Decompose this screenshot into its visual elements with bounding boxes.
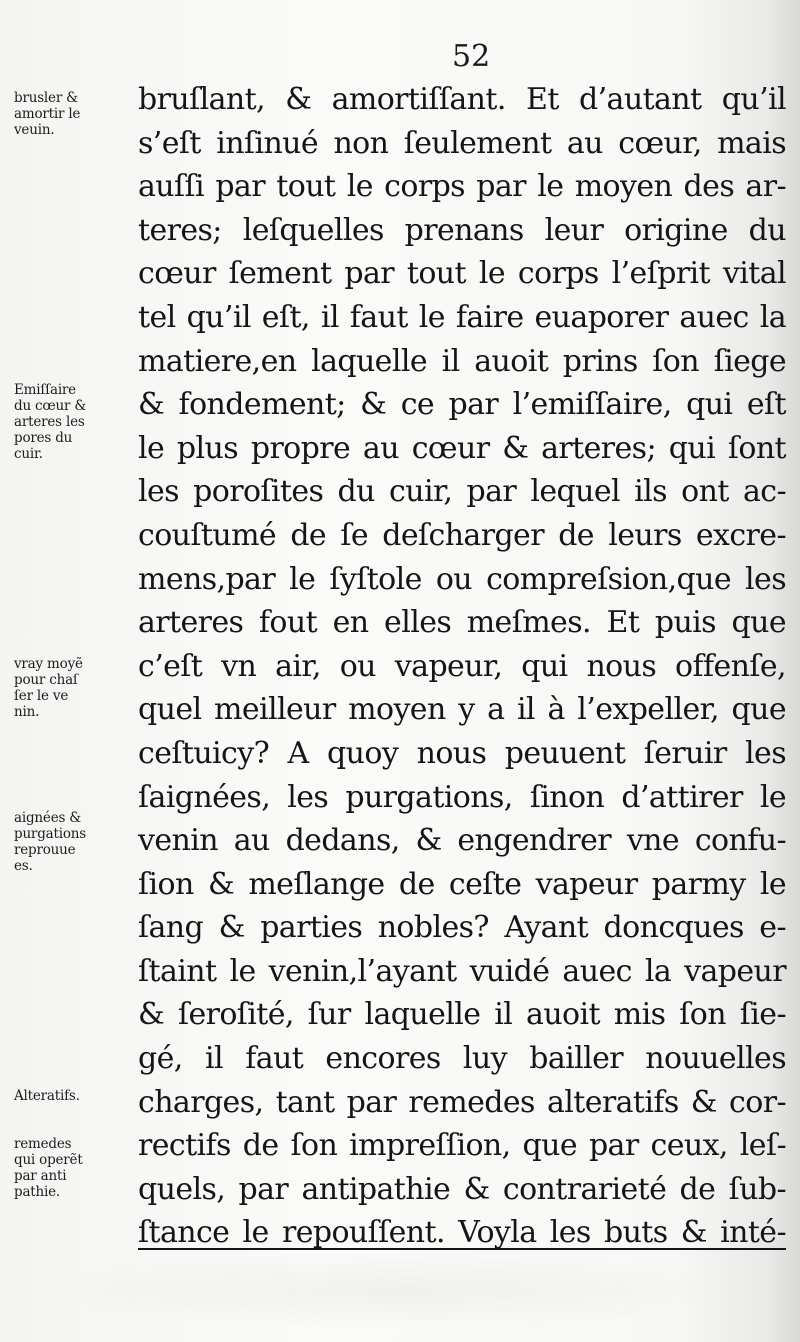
margin-note: brusler & amortir le veuin. [14, 90, 81, 138]
text-line: venin au dedans, & engendrer vne confu- [138, 823, 786, 859]
text-line: ſang & parties nobles? Ayant doncques e- [138, 910, 786, 946]
text-line: teres; leſquelles prenans leur origine du [138, 212, 786, 248]
text-line: cœur ſement par tout le corps l’eſprit vital [138, 256, 786, 292]
text-line: charges, tant par remedes alteratifs & cor- [138, 1084, 786, 1120]
text-line: & ſeroſité, ſur laquelle il auoit mis ſon ſie- [138, 997, 786, 1033]
page-number: 52 [452, 39, 491, 74]
margin-note: remedes qui operẽt par anti pathie. [14, 1136, 83, 1200]
text-line: arteres fout en elles meſmes. Et puis que [138, 605, 786, 641]
text-line: couſtumé de ſe deſcharger de leurs excre- [138, 517, 786, 553]
text-line: ſaignées, les purgations, ſinon d’attirer le [138, 779, 786, 815]
text-line: quel meilleur moyen y a il à l’expeller, que [138, 692, 786, 728]
text-line: auſſi par tout le corps par le moyen des ar- [138, 169, 786, 205]
text-line: ceſtuicy? A quoy nous peuuent ſeruir les [138, 735, 786, 771]
margin-note: Emiſſaire du cœur & arteres les pores du cuir. [14, 382, 87, 462]
margin-note: Alteratifs. [14, 1088, 80, 1104]
text-line: les poroſites du cuir, par lequel ils ont ac- [138, 474, 786, 510]
show-through-shadow [40, 1250, 740, 1330]
text-line: rectifs de ſon impreſſion, que par ceux, leſ- [138, 1128, 786, 1164]
text-line: tel qu’il eſt, il faut le faire euaporer auec la [138, 299, 786, 335]
text-line: mens,par le ſyſtole ou compreſsion,que les [138, 561, 786, 597]
margin-note: aignées & purgations reprouue es. [14, 810, 86, 874]
text-line: matiere,en laquelle il auoit prins ſon ſiege [138, 343, 786, 379]
text-line: & fondement; & ce par l’emiſſaire, qui eſt [138, 387, 786, 423]
margin-note: vray moyẽ pour chaſ ſer le ve nin. [14, 656, 83, 720]
body-text [138, 78, 786, 1255]
text-line: s’eſt inſinué non ſeulement au cœur, mais [138, 125, 786, 161]
text-line: ſtaint le venin,l’ayant vuidé auec la vapeur [138, 953, 786, 989]
text-line: ſtance le repouſſent. Voyla les buts & inté- [138, 1215, 786, 1251]
text-line: c’eſt vn air, ou vapeur, qui nous offenſe, [138, 648, 786, 684]
text-line: bruſlant, & amortiſſant. Et d’autant qu’il [138, 82, 786, 117]
text-line: gé, il faut encores luy bailler nouuelles [138, 1041, 786, 1077]
text-line: ſion & meſlange de ceſte vapeur parmy le [138, 866, 786, 902]
text-line: quels, par antipathie & contrarieté de ſub- [138, 1171, 786, 1207]
text-line: le plus propre au cœur & arteres; qui ſont [138, 430, 786, 466]
